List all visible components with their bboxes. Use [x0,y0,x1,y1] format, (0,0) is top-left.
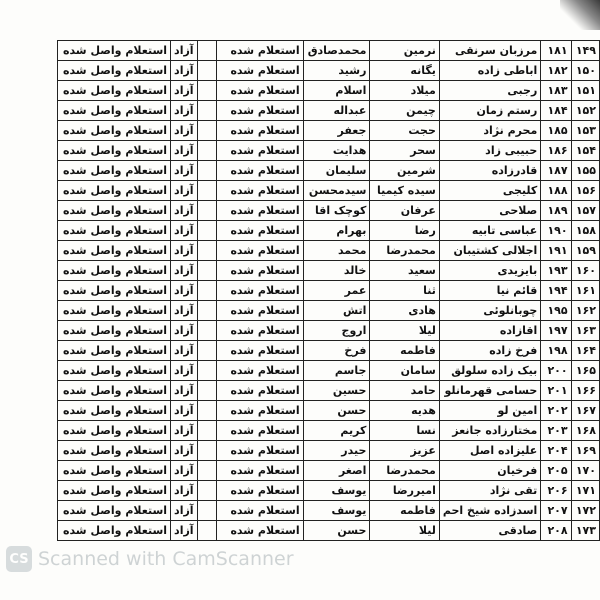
father-name: اصغر [303,461,370,481]
last-name: تقی نژاد [439,481,540,501]
last-name: فرخیان [439,461,540,481]
release-status: آزاد [171,501,198,521]
table-row [58,201,600,221]
table-row [58,61,600,81]
father-name: محمدصادق [303,41,370,61]
row-number: ۱۵۳ [571,121,599,141]
father-name: عبداله [303,101,370,121]
father-name: رشید [303,61,370,81]
table-row [58,101,600,121]
inquiry-status: استعلام شده [216,461,303,481]
inquiry-status: استعلام شده [216,481,303,501]
last-name: اباطی زاده [439,61,540,81]
blank-cell [197,361,216,381]
inquiry-result: استعلام واصل شده [58,121,171,141]
blank-cell [197,261,216,281]
last-name: امین لو [439,401,540,421]
first-name: لیلا [370,321,439,341]
inquiry-result: استعلام واصل شده [58,161,171,181]
father-name: هدایت [303,141,370,161]
first-name: سعید [370,261,439,281]
blank-cell [197,521,216,541]
inquiry-result: استعلام واصل شده [58,341,171,361]
table-row [58,221,600,241]
inquiry-status: استعلام شده [216,421,303,441]
last-name: علیزاده اصل [439,441,540,461]
results-table [57,40,600,541]
blank-cell [197,41,216,61]
release-status: آزاد [171,121,198,141]
table-row [58,121,600,141]
inquiry-result: استعلام واصل شده [58,181,171,201]
release-status: آزاد [171,241,198,261]
inquiry-status: استعلام شده [216,61,303,81]
row-number: ۱۵۸ [571,221,599,241]
father-name: حسن [303,401,370,421]
table-row [58,381,600,401]
first-name: امیررضا [370,481,439,501]
blank-cell [197,501,216,521]
release-status: آزاد [171,461,198,481]
table-row [58,281,600,301]
record-number: ۲۰۶ [541,481,571,501]
father-name: سیدمحسن [303,181,370,201]
father-name: کوچک اقا [303,201,370,221]
first-name: محمدرضا [370,461,439,481]
row-number: ۱۶۵ [571,361,599,381]
last-name: قائم نیا [439,281,540,301]
table-row [58,361,600,381]
first-name: میلاد [370,81,439,101]
row-number: ۱۶۸ [571,421,599,441]
inquiry-status: استعلام شده [216,361,303,381]
inquiry-result: استعلام واصل شده [58,501,171,521]
last-name: صلاحی [439,201,540,221]
last-name: مرزبان سرنقی [439,41,540,61]
inquiry-result: استعلام واصل شده [58,401,171,421]
inquiry-status: استعلام شده [216,241,303,261]
table-body [58,41,600,541]
first-name: شرمین [370,161,439,181]
last-name: حبیبی زاد [439,141,540,161]
inquiry-status: استعلام شده [216,341,303,361]
record-number: ۱۹۳ [541,261,571,281]
father-name: کریم [303,421,370,441]
inquiry-result: استعلام واصل شده [58,241,171,261]
inquiry-status: استعلام شده [216,281,303,301]
inquiry-status: استعلام شده [216,441,303,461]
first-name: هادی [370,301,439,321]
last-name: اقازاده [439,321,540,341]
inquiry-result: استعلام واصل شده [58,101,171,121]
father-name: بهرام [303,221,370,241]
record-number: ۱۹۷ [541,321,571,341]
record-number: ۲۰۰ [541,361,571,381]
blank-cell [197,201,216,221]
table-row [58,441,600,461]
first-name: نرمین [370,41,439,61]
row-number: ۱۶۲ [571,301,599,321]
record-number: ۲۰۷ [541,501,571,521]
first-name: ثنا [370,281,439,301]
blank-cell [197,161,216,181]
table-row [58,501,600,521]
table-row [58,81,600,101]
father-name: سلیمان [303,161,370,181]
inquiry-status: استعلام شده [216,161,303,181]
first-name: حجت [370,121,439,141]
inquiry-status: استعلام شده [216,301,303,321]
table-row [58,321,600,341]
record-number: ۱۸۵ [541,121,571,141]
record-number: ۱۹۸ [541,341,571,361]
record-number: ۲۰۴ [541,441,571,461]
father-name: حیدر [303,441,370,461]
blank-cell [197,421,216,441]
inquiry-result: استعلام واصل شده [58,81,171,101]
last-name: اسدزاده شیخ احم [439,501,540,521]
table-row [58,261,600,281]
release-status: آزاد [171,81,198,101]
last-name: بیک زاده سلولق [439,361,540,381]
release-status: آزاد [171,261,198,281]
inquiry-result: استعلام واصل شده [58,321,171,341]
release-status: آزاد [171,161,198,181]
last-name: حسامی قهرمانلو [439,381,540,401]
inquiry-result: استعلام واصل شده [58,221,171,241]
release-status: آزاد [171,41,198,61]
blank-cell [197,341,216,361]
blank-cell [197,101,216,121]
father-name: محمد [303,241,370,261]
row-number: ۱۴۹ [571,41,599,61]
first-name: محمدرضا [370,241,439,261]
table-row [58,481,600,501]
inquiry-status: استعلام شده [216,201,303,221]
first-name: عزیز [370,441,439,461]
inquiry-result: استعلام واصل شده [58,521,171,541]
last-name: عباسی تابیه [439,221,540,241]
release-status: آزاد [171,221,198,241]
first-name: یگانه [370,61,439,81]
record-number: ۱۸۲ [541,61,571,81]
inquiry-result: استعلام واصل شده [58,61,171,81]
blank-cell [197,461,216,481]
inquiry-status: استعلام شده [216,181,303,201]
last-name: رجبی [439,81,540,101]
first-name: رضا [370,221,439,241]
inquiry-result: استعلام واصل شده [58,421,171,441]
last-name: مختارزاده جانعز [439,421,540,441]
last-name: قادرزاده [439,161,540,181]
first-name: لیلا [370,521,439,541]
father-name: اروج [303,321,370,341]
row-number: ۱۵۵ [571,161,599,181]
camscanner-logo-icon: CS [6,546,32,572]
first-name: سحر [370,141,439,161]
row-number: ۱۶۴ [571,341,599,361]
first-name: فاطمه [370,341,439,361]
inquiry-result: استعلام واصل شده [58,201,171,221]
row-number: ۱۷۰ [571,461,599,481]
record-number: ۲۰۸ [541,521,571,541]
inquiry-status: استعلام شده [216,141,303,161]
blank-cell [197,61,216,81]
blank-cell [197,401,216,421]
record-number: ۱۸۸ [541,181,571,201]
last-name: صادقی [439,521,540,541]
row-number: ۱۶۷ [571,401,599,421]
blank-cell [197,281,216,301]
inquiry-result: استعلام واصل شده [58,261,171,281]
table-row [58,401,600,421]
release-status: آزاد [171,101,198,121]
row-number: ۱۵۴ [571,141,599,161]
table-row [58,341,600,361]
table-row [58,421,600,441]
first-name: فاطمه [370,501,439,521]
table-row [58,141,600,161]
release-status: آزاد [171,381,198,401]
table-row [58,161,600,181]
record-number: ۱۸۴ [541,101,571,121]
row-number: ۱۷۲ [571,501,599,521]
inquiry-status: استعلام شده [216,261,303,281]
row-number: ۱۵۲ [571,101,599,121]
blank-cell [197,321,216,341]
blank-cell [197,181,216,201]
inquiry-status: استعلام شده [216,101,303,121]
record-number: ۲۰۱ [541,381,571,401]
blank-cell [197,301,216,321]
first-name: نسا [370,421,439,441]
camscanner-watermark [6,546,294,572]
last-name: فرخ زاده [439,341,540,361]
row-number: ۱۶۱ [571,281,599,301]
inquiry-result: استعلام واصل شده [58,381,171,401]
first-name: هدیه [370,401,439,421]
last-name: کلیجی [439,181,540,201]
inquiry-result: استعلام واصل شده [58,361,171,381]
record-number: ۱۸۶ [541,141,571,161]
inquiry-status: استعلام شده [216,321,303,341]
row-number: ۱۵۶ [571,181,599,201]
row-number: ۱۵۹ [571,241,599,261]
release-status: آزاد [171,281,198,301]
father-name: اتش [303,301,370,321]
record-number: ۱۸۷ [541,161,571,181]
release-status: آزاد [171,201,198,221]
father-name: عمر [303,281,370,301]
inquiry-status: استعلام شده [216,501,303,521]
table-row [58,181,600,201]
release-status: آزاد [171,321,198,341]
blank-cell [197,141,216,161]
last-name: بایزیدی [439,261,540,281]
father-name: جاسم [303,361,370,381]
row-number: ۱۵۷ [571,201,599,221]
blank-cell [197,241,216,261]
release-status: آزاد [171,341,198,361]
father-name: خالد [303,261,370,281]
release-status: آزاد [171,361,198,381]
release-status: آزاد [171,441,198,461]
first-name: عرفان [370,201,439,221]
row-number: ۱۶۳ [571,321,599,341]
record-number: ۲۰۳ [541,421,571,441]
blank-cell [197,121,216,141]
record-number: ۱۹۵ [541,301,571,321]
row-number: ۱۶۰ [571,261,599,281]
record-number: ۱۸۱ [541,41,571,61]
watermark-text: Scanned with CamScanner [38,548,294,570]
first-name: سیده کیمیا [370,181,439,201]
inquiry-result: استعلام واصل شده [58,301,171,321]
father-name: حسین [303,381,370,401]
blank-cell [197,441,216,461]
first-name: سامان [370,361,439,381]
table-row [58,521,600,541]
inquiry-status: استعلام شده [216,401,303,421]
last-name: چوبانلوئی [439,301,540,321]
record-number: ۱۹۱ [541,241,571,261]
first-name: چیمن [370,101,439,121]
blank-cell [197,481,216,501]
record-number: ۱۹۴ [541,281,571,301]
inquiry-status: استعلام شده [216,221,303,241]
last-name: اجلالی کشتیبان [439,241,540,261]
inquiry-result: استعلام واصل شده [58,481,171,501]
inquiry-result: استعلام واصل شده [58,41,171,61]
record-number: ۱۸۹ [541,201,571,221]
release-status: آزاد [171,181,198,201]
first-name: حامد [370,381,439,401]
table-row [58,301,600,321]
inquiry-status: استعلام شده [216,381,303,401]
inquiry-result: استعلام واصل شده [58,141,171,161]
record-number: ۱۸۳ [541,81,571,101]
inquiry-result: استعلام واصل شده [58,461,171,481]
record-number: ۲۰۵ [541,461,571,481]
row-number: ۱۵۱ [571,81,599,101]
row-number: ۱۵۰ [571,61,599,81]
blank-cell [197,221,216,241]
table-row [58,461,600,481]
row-number: ۱۶۶ [571,381,599,401]
inquiry-status: استعلام شده [216,81,303,101]
blank-cell [197,81,216,101]
father-name: یوسف [303,481,370,501]
release-status: آزاد [171,301,198,321]
last-name: محرم نژاد [439,121,540,141]
father-name: حسن [303,521,370,541]
father-name: فرخ [303,341,370,361]
father-name: یوسف [303,501,370,521]
row-number: ۱۶۹ [571,441,599,461]
row-number: ۱۷۱ [571,481,599,501]
row-number: ۱۷۳ [571,521,599,541]
blank-cell [197,381,216,401]
record-number: ۲۰۲ [541,401,571,421]
release-status: آزاد [171,421,198,441]
father-name: اسلام [303,81,370,101]
last-name: رستم زمان [439,101,540,121]
release-status: آزاد [171,141,198,161]
father-name: جعفر [303,121,370,141]
table-row [58,241,600,261]
page-corner-shadow [560,0,600,30]
release-status: آزاد [171,481,198,501]
inquiry-result: استعلام واصل شده [58,281,171,301]
release-status: آزاد [171,61,198,81]
inquiry-status: استعلام شده [216,41,303,61]
inquiry-status: استعلام شده [216,121,303,141]
record-number: ۱۹۰ [541,221,571,241]
release-status: آزاد [171,401,198,421]
inquiry-result: استعلام واصل شده [58,441,171,461]
inquiry-status: استعلام شده [216,521,303,541]
release-status: آزاد [171,521,198,541]
table-row [58,41,600,61]
